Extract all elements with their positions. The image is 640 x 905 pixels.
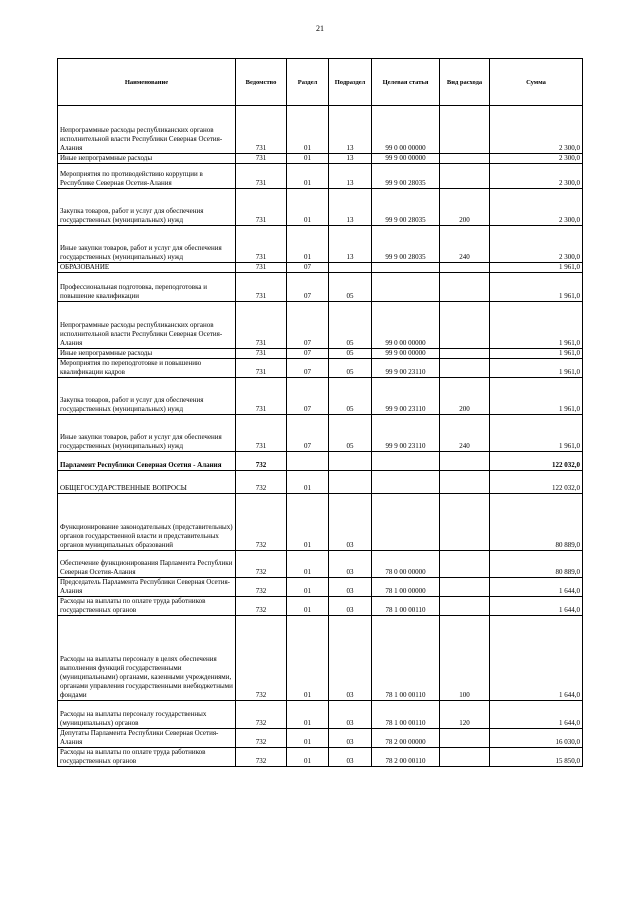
table-row xyxy=(58,359,583,378)
row-target-item: 78 1 00 00110 xyxy=(372,597,440,616)
row-amount: 1 644,0 xyxy=(490,616,583,701)
row-amount: 1 961,0 xyxy=(490,378,583,415)
row-department: 732 xyxy=(236,597,287,616)
row-amount: 1 961,0 xyxy=(490,302,583,349)
row-department: 731 xyxy=(236,226,287,263)
column-header-section: Раздел xyxy=(287,59,329,106)
table-row xyxy=(58,263,583,273)
row-name: ОБРАЗОВАНИЕ xyxy=(58,263,236,273)
row-name: Обеспечение функционирования Парламента Республики Северная Осетия-Алания xyxy=(58,551,236,578)
table-row xyxy=(58,349,583,359)
row-expense-kind xyxy=(440,494,490,551)
row-section: 01 xyxy=(287,578,329,597)
row-department: 731 xyxy=(236,164,287,189)
row-section: 01 xyxy=(287,729,329,748)
row-expense-kind: 100 xyxy=(440,616,490,701)
row-subsection: 05 xyxy=(329,415,372,452)
row-name: Расходы на выплаты по оплате труда работников государственных органов xyxy=(58,597,236,616)
row-department: 731 xyxy=(236,154,287,164)
row-expense-kind xyxy=(440,106,490,154)
row-amount: 1 961,0 xyxy=(490,359,583,378)
table-row xyxy=(58,302,583,349)
row-section: 01 xyxy=(287,154,329,164)
row-subsection xyxy=(329,263,372,273)
row-expense-kind xyxy=(440,597,490,616)
row-department: 731 xyxy=(236,263,287,273)
row-amount: 1 644,0 xyxy=(490,578,583,597)
row-target-item xyxy=(372,263,440,273)
row-section: 01 xyxy=(287,189,329,226)
row-amount: 15 850,0 xyxy=(490,748,583,767)
row-target-item xyxy=(372,452,440,471)
row-subsection: 13 xyxy=(329,106,372,154)
row-subsection: 03 xyxy=(329,748,372,767)
table-row xyxy=(58,378,583,415)
table-row xyxy=(58,189,583,226)
row-amount: 1 961,0 xyxy=(490,415,583,452)
row-target-item: 78 0 00 00000 xyxy=(372,551,440,578)
row-department: 731 xyxy=(236,415,287,452)
row-department: 731 xyxy=(236,349,287,359)
row-expense-kind xyxy=(440,154,490,164)
row-target-item: 99 0 00 00000 xyxy=(372,302,440,349)
column-header-name: Наименование xyxy=(58,59,236,106)
row-subsection: 03 xyxy=(329,616,372,701)
row-section: 01 xyxy=(287,226,329,263)
row-target-item: 99 0 00 00000 xyxy=(372,106,440,154)
row-expense-kind: 240 xyxy=(440,226,490,263)
row-expense-kind xyxy=(440,471,490,494)
row-section: 01 xyxy=(287,551,329,578)
row-amount: 2 300,0 xyxy=(490,154,583,164)
table-row xyxy=(58,452,583,471)
row-section: 01 xyxy=(287,106,329,154)
table-row xyxy=(58,273,583,302)
row-name: Иные закупки товаров, работ и услуг для обеспечения государственных (муниципальных) нужд xyxy=(58,415,236,452)
row-name: ОБЩЕГОСУДАРСТВЕННЫЕ ВОПРОСЫ xyxy=(58,471,236,494)
row-amount: 2 300,0 xyxy=(490,106,583,154)
row-name: Иные непрограммные расходы xyxy=(58,154,236,164)
row-section: 01 xyxy=(287,471,329,494)
row-name: Мероприятия по переподготовке и повышению квалификации кадров xyxy=(58,359,236,378)
row-name: Расходы на выплаты персоналу государственных (муниципальных) органов xyxy=(58,701,236,729)
row-name: Закупка товаров, работ и услуг для обеспечения государственных (муниципальных) нужд xyxy=(58,378,236,415)
row-section: 01 xyxy=(287,164,329,189)
table-row xyxy=(58,226,583,263)
row-name: Расходы на выплаты по оплате труда работников государственных органов xyxy=(58,748,236,767)
row-department: 732 xyxy=(236,471,287,494)
row-name: Непрограммные расходы республиканских органов исполнительной власти Республики Северная Осетия-Алания xyxy=(58,106,236,154)
row-subsection: 03 xyxy=(329,578,372,597)
row-department: 732 xyxy=(236,494,287,551)
row-amount: 122 032,0 xyxy=(490,471,583,494)
row-target-item xyxy=(372,471,440,494)
row-subsection: 03 xyxy=(329,701,372,729)
row-department: 731 xyxy=(236,378,287,415)
table-header-row xyxy=(58,59,583,106)
row-expense-kind xyxy=(440,302,490,349)
row-name: Функционирование законодательных (представительных) органов государственной власти и представительных органов муниципальных образований xyxy=(58,494,236,551)
row-name: Профессиональная подготовка, переподготовка и повышение квалификации xyxy=(58,273,236,302)
row-expense-kind: 200 xyxy=(440,189,490,226)
row-target-item: 99 9 00 00000 xyxy=(372,154,440,164)
row-name: Иные непрограммные расходы xyxy=(58,349,236,359)
row-section: 07 xyxy=(287,349,329,359)
column-header-target-item: Целевая статья xyxy=(372,59,440,106)
row-expense-kind xyxy=(440,452,490,471)
table-row xyxy=(58,616,583,701)
row-subsection xyxy=(329,452,372,471)
table-row xyxy=(58,551,583,578)
row-expense-kind xyxy=(440,164,490,189)
table-row xyxy=(58,415,583,452)
row-subsection: 05 xyxy=(329,273,372,302)
budget-table xyxy=(57,58,583,767)
page-number: 21 xyxy=(316,24,324,33)
row-department: 732 xyxy=(236,578,287,597)
row-amount: 122 032,0 xyxy=(490,452,583,471)
row-name: Иные закупки товаров, работ и услуг для обеспечения государственных (муниципальных) нужд xyxy=(58,226,236,263)
row-target-item xyxy=(372,273,440,302)
row-department: 732 xyxy=(236,616,287,701)
table-row xyxy=(58,701,583,729)
row-name: Депутаты Парламента Республики Северная Осетия-Алания xyxy=(58,729,236,748)
row-expense-kind: 240 xyxy=(440,415,490,452)
table-row xyxy=(58,597,583,616)
column-header-department: Ведомство xyxy=(236,59,287,106)
row-target-item: 78 1 00 00110 xyxy=(372,701,440,729)
row-target-item: 99 9 00 28035 xyxy=(372,164,440,189)
row-department: 732 xyxy=(236,551,287,578)
row-section: 01 xyxy=(287,701,329,729)
table-row xyxy=(58,729,583,748)
row-section: 01 xyxy=(287,748,329,767)
row-subsection: 03 xyxy=(329,729,372,748)
row-department: 731 xyxy=(236,359,287,378)
row-target-item: 78 1 00 00000 xyxy=(372,578,440,597)
row-section: 01 xyxy=(287,494,329,551)
row-section: 07 xyxy=(287,302,329,349)
row-expense-kind xyxy=(440,578,490,597)
row-name: Мероприятия по противодействию коррупции в Республике Северная Осетия-Алания xyxy=(58,164,236,189)
row-expense-kind xyxy=(440,729,490,748)
row-amount: 2 300,0 xyxy=(490,189,583,226)
row-amount: 80 889,0 xyxy=(490,494,583,551)
row-section: 07 xyxy=(287,263,329,273)
row-expense-kind: 120 xyxy=(440,701,490,729)
row-expense-kind xyxy=(440,748,490,767)
row-expense-kind xyxy=(440,359,490,378)
row-target-item: 99 9 00 23110 xyxy=(372,378,440,415)
row-expense-kind xyxy=(440,263,490,273)
row-expense-kind xyxy=(440,551,490,578)
row-target-item: 99 9 00 28035 xyxy=(372,226,440,263)
row-amount: 1 644,0 xyxy=(490,597,583,616)
row-section xyxy=(287,452,329,471)
column-header-expense-kind: Вид расхода xyxy=(440,59,490,106)
table-row xyxy=(58,154,583,164)
row-department: 732 xyxy=(236,452,287,471)
row-name: Председатель Парламента Республики Северная Осетия-Алания xyxy=(58,578,236,597)
row-amount: 80 889,0 xyxy=(490,551,583,578)
table-row xyxy=(58,471,583,494)
row-amount: 1 961,0 xyxy=(490,273,583,302)
row-section: 01 xyxy=(287,616,329,701)
row-amount: 2 300,0 xyxy=(490,226,583,263)
row-subsection: 03 xyxy=(329,551,372,578)
row-name: Закупка товаров, работ и услуг для обеспечения государственных (муниципальных) нужд xyxy=(58,189,236,226)
column-header-subsection: Подраздел xyxy=(329,59,372,106)
table-row xyxy=(58,494,583,551)
row-subsection xyxy=(329,471,372,494)
row-name: Парламент Республики Северная Осетия - Алания xyxy=(58,452,236,471)
row-target-item xyxy=(372,494,440,551)
row-subsection: 13 xyxy=(329,154,372,164)
row-department: 732 xyxy=(236,701,287,729)
row-amount: 16 030,0 xyxy=(490,729,583,748)
row-department: 732 xyxy=(236,748,287,767)
row-subsection: 05 xyxy=(329,302,372,349)
row-subsection: 03 xyxy=(329,494,372,551)
row-expense-kind xyxy=(440,349,490,359)
row-name: Непрограммные расходы республиканских органов исполнительной власти Республики Северная Осетия-Алания xyxy=(58,302,236,349)
table-row xyxy=(58,578,583,597)
row-subsection: 03 xyxy=(329,597,372,616)
row-department: 732 xyxy=(236,729,287,748)
row-section: 07 xyxy=(287,359,329,378)
row-target-item: 78 1 00 00110 xyxy=(372,616,440,701)
row-subsection: 13 xyxy=(329,226,372,263)
row-department: 731 xyxy=(236,273,287,302)
row-target-item: 99 9 00 00000 xyxy=(372,349,440,359)
row-target-item: 99 9 00 28035 xyxy=(372,189,440,226)
row-section: 07 xyxy=(287,415,329,452)
row-amount: 1 961,0 xyxy=(490,349,583,359)
row-department: 731 xyxy=(236,106,287,154)
row-name: Расходы на выплаты персоналу в целях обеспечения выполнения функций государственными (муниципальными) органами, казенными учреждениями, органами управления государственными внебюджетными фондами xyxy=(58,616,236,701)
row-amount: 1 644,0 xyxy=(490,701,583,729)
row-amount: 1 961,0 xyxy=(490,263,583,273)
row-section: 07 xyxy=(287,378,329,415)
row-section: 01 xyxy=(287,597,329,616)
table-row xyxy=(58,106,583,154)
row-section: 07 xyxy=(287,273,329,302)
column-header-amount: Сумма xyxy=(490,59,583,106)
row-subsection: 05 xyxy=(329,359,372,378)
row-target-item: 78 2 00 00000 xyxy=(372,729,440,748)
row-subsection: 13 xyxy=(329,164,372,189)
row-target-item: 78 2 00 00110 xyxy=(372,748,440,767)
row-target-item: 99 9 00 23110 xyxy=(372,415,440,452)
row-department: 731 xyxy=(236,189,287,226)
row-expense-kind: 200 xyxy=(440,378,490,415)
row-subsection: 05 xyxy=(329,349,372,359)
row-subsection: 05 xyxy=(329,378,372,415)
row-expense-kind xyxy=(440,273,490,302)
row-subsection: 13 xyxy=(329,189,372,226)
row-target-item: 99 9 00 23110 xyxy=(372,359,440,378)
row-amount: 2 300,0 xyxy=(490,164,583,189)
row-department: 731 xyxy=(236,302,287,349)
table-row xyxy=(58,164,583,189)
table-row xyxy=(58,748,583,767)
